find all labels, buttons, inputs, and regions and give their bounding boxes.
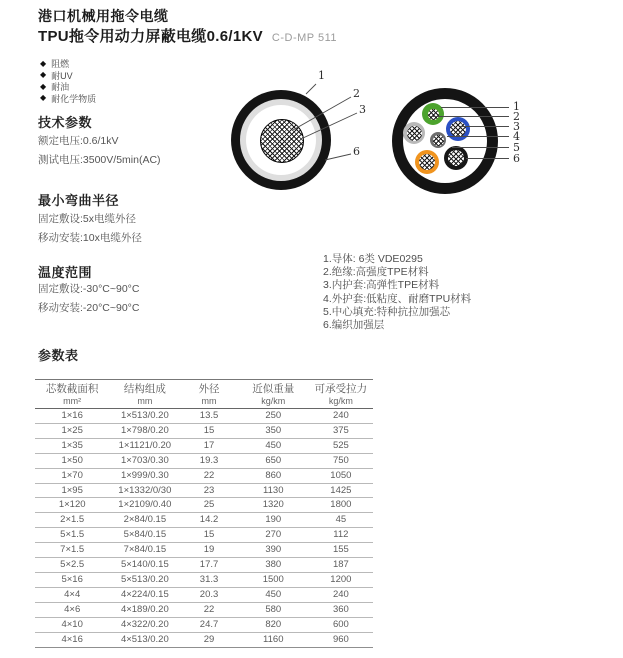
parameters-table [35,379,373,648]
feature-list [40,58,96,104]
cell-construction: 5×513/0.20 [109,572,180,587]
feature-label: 阻燃 [51,59,70,70]
table-row [35,572,373,587]
table-header-cell [309,380,373,409]
section-heading-bend-radius: 最小弯曲半径 [38,193,120,208]
conductor [419,154,435,170]
cell-outer-diameter: 17.7 [180,558,237,573]
conductor-core [260,119,304,163]
cell-tensile: 1050 [309,468,373,483]
cell-construction: 5×84/0.15 [109,528,180,543]
cell-outer-diameter: 29 [180,632,237,647]
cell-weight: 820 [238,617,309,632]
cell-weight: 450 [238,587,309,602]
legend-item: 1.导体: 6类 VDE0295 [323,253,423,265]
header-label: 芯数截面积 [45,383,99,395]
cell-tensile: 240 [309,587,373,602]
cell-tensile: 525 [309,438,373,453]
cell-outer-diameter: 19 [180,543,237,558]
page-subtitle [38,25,337,46]
diamond-bullet-icon: ◆ [40,93,47,103]
cell-cross-section: 4×4 [35,587,109,602]
cell-tensile: 1800 [309,498,373,513]
model-code: C-D-MP 511 [271,32,338,44]
feature-label: 耐UV [51,70,73,81]
cell-construction: 4×224/0.15 [109,587,180,602]
cell-weight: 350 [238,423,309,438]
callout-label: 4 [513,130,520,143]
cell-tensile: 45 [309,513,373,528]
cell-outer-diameter: 15 [180,528,237,543]
table-row [35,558,373,573]
cell-cross-section: 5×2.5 [35,558,109,573]
cell-cross-section: 5×1.5 [35,528,109,543]
center-filler-core [430,132,446,148]
cell-cross-section: 1×120 [35,498,109,513]
cell-tensile: 187 [309,558,373,573]
callout-label: 3 [513,120,520,133]
feature-item [40,93,96,105]
cell-construction: 7×84/0.15 [109,543,180,558]
cell-cross-section: 1×25 [35,423,109,438]
header-unit: kg/km [328,396,353,406]
cell-tensile: 600 [309,617,373,632]
table-header-cell [109,380,180,409]
cell-construction: 4×189/0.20 [109,602,180,617]
temperature-block [38,280,139,318]
cell-construction: 1×999/0.30 [109,468,180,483]
page-title: 港口机械用拖令电缆 [38,8,169,24]
callout-label: 1 [318,69,325,82]
table-row [35,602,373,617]
bend-radius-block [38,210,142,248]
table-row [35,423,373,438]
spec-line: 额定电压:0.6/1kV [38,135,119,147]
cell-weight: 1500 [238,572,309,587]
cell-outer-diameter: 20.3 [180,587,237,602]
feature-label: 耐化学物质 [51,93,97,104]
header-unit: kg/km [261,396,286,406]
cell-cross-section: 1×70 [35,468,109,483]
cell-cross-section: 4×6 [35,602,109,617]
cell-tensile: 360 [309,602,373,617]
cell-weight: 250 [238,409,309,424]
cell-cross-section: 1×16 [35,409,109,424]
cell-construction: 2×84/0.15 [109,513,180,528]
core-black [444,146,468,170]
spec-line: 移动安装:-20°C~90°C [38,302,140,314]
callout-label: 5 [513,141,520,154]
cell-outer-diameter: 13.5 [180,409,237,424]
cell-outer-diameter: 31.3 [180,572,237,587]
cell-weight: 1320 [238,498,309,513]
cell-weight: 450 [238,438,309,453]
table-row [35,528,373,543]
legend-item: 4.外护套:低粘度、耐磨TPU材料 [323,292,472,305]
table-header-cell [238,380,309,409]
conductor [448,150,464,166]
table-row [35,409,373,424]
cell-outer-diameter: 17 [180,438,237,453]
cell-construction: 1×1332/0/30 [109,483,180,498]
cell-weight: 860 [238,468,309,483]
cell-weight: 390 [238,543,309,558]
spec-line: 测试电压:3500V/5min(AC) [38,154,161,166]
cell-tensile: 960 [309,632,373,647]
core-blue [446,117,470,141]
callout-label: 2 [353,87,360,100]
cell-construction: 1×798/0.20 [109,423,180,438]
cell-cross-section: 7×1.5 [35,543,109,558]
conductor [450,121,466,137]
cell-outer-diameter: 24.7 [180,617,237,632]
cell-outer-diameter: 14.2 [180,513,237,528]
cell-weight: 580 [238,602,309,617]
cell-tensile: 155 [309,543,373,558]
cell-construction: 1×513/0.20 [109,409,180,424]
table-row [35,438,373,453]
conductor [433,135,444,146]
legend-item: 6.编织加强层 [323,318,385,331]
feature-label: 耐油 [51,82,70,93]
conductor [428,109,439,120]
cell-construction: 1×2109/0.40 [109,498,180,513]
cell-tensile: 750 [309,453,373,468]
cell-cross-section: 1×50 [35,453,109,468]
diamond-bullet-icon: ◆ [40,58,47,68]
table-row [35,587,373,602]
diamond-bullet-icon: ◆ [40,81,47,91]
cell-weight: 270 [238,528,309,543]
cell-cross-section: 5×16 [35,572,109,587]
cell-outer-diameter: 15 [180,423,237,438]
table-header-cell [35,380,109,409]
table-row [35,543,373,558]
legend-item: 3.内护套:高弹性TPE材料 [323,279,440,292]
cell-weight: 380 [238,558,309,573]
cell-outer-diameter: 25 [180,498,237,513]
spec-line: 固定敷设:5x电缆外径 [38,213,137,225]
cell-weight: 650 [238,453,309,468]
cable-cross-section-multi-core [392,88,498,194]
table-row [35,617,373,632]
conductor [407,126,422,141]
core-green-yellow [422,103,444,125]
table-row [35,632,373,647]
header-label: 可承受拉力 [314,383,368,395]
spec-line: 固定敷设:-30°C~90°C [38,283,140,295]
cell-cross-section: 4×10 [35,617,109,632]
cell-construction: 1×1121/0.20 [109,438,180,453]
tech-params-block [38,132,161,170]
cell-construction: 4×322/0.20 [109,617,180,632]
callout-label: 6 [353,145,360,158]
spec-line: 移动安装:10x电缆外径 [38,232,142,244]
cell-cross-section: 1×35 [35,438,109,453]
cell-cross-section: 1×95 [35,483,109,498]
cell-construction: 5×140/0.15 [109,558,180,573]
cell-outer-diameter: 23 [180,483,237,498]
cable-cross-section-single-core [231,90,331,190]
cell-construction: 4×513/0.20 [109,632,180,647]
callout-label: 1 [513,100,520,113]
cell-cross-section: 2×1.5 [35,513,109,528]
core-orange [415,150,439,174]
cell-weight: 1160 [238,632,309,647]
section-heading-params-table: 参数表 [38,348,79,363]
cell-tensile: 240 [309,409,373,424]
cell-tensile: 1200 [309,572,373,587]
header-unit: mm [137,396,153,406]
core-gray [403,122,425,144]
cell-weight: 1130 [238,483,309,498]
header-label: 外径 [198,383,220,395]
subtitle-text: TPU拖令用动力屏蔽电缆0.6/1KV [38,28,263,45]
cell-tensile: 375 [309,423,373,438]
header-unit: mm² [63,396,82,406]
cell-outer-diameter: 19.3 [180,453,237,468]
cell-weight: 190 [238,513,309,528]
callout-label: 6 [513,152,520,165]
header-label: 结构组成 [123,383,166,395]
cell-outer-diameter: 22 [180,468,237,483]
cell-tensile: 112 [309,528,373,543]
cell-outer-diameter: 22 [180,602,237,617]
table-row [35,498,373,513]
section-heading-tech-params: 技术参数 [38,115,93,130]
table-row [35,483,373,498]
construction-legend [323,253,471,332]
header-unit: mm [201,396,217,406]
legend-item: 5.中心填充:特种抗拉加强芯 [323,305,451,318]
table-row [35,468,373,483]
cell-tensile: 1425 [309,483,373,498]
table-row [35,513,373,528]
section-heading-temperature: 温度范围 [38,265,93,280]
callout-label: 3 [359,103,366,116]
legend-item: 2.绝缘:高强度TPE材料 [323,266,429,279]
table-header-cell [180,380,237,409]
table-row [35,453,373,468]
callout-label: 2 [513,110,520,123]
cell-cross-section: 4×16 [35,632,109,647]
header-label: 近似重量 [252,383,295,395]
table-header-row [35,380,373,409]
cell-construction: 1×703/0.30 [109,453,180,468]
diamond-bullet-icon: ◆ [40,70,47,80]
